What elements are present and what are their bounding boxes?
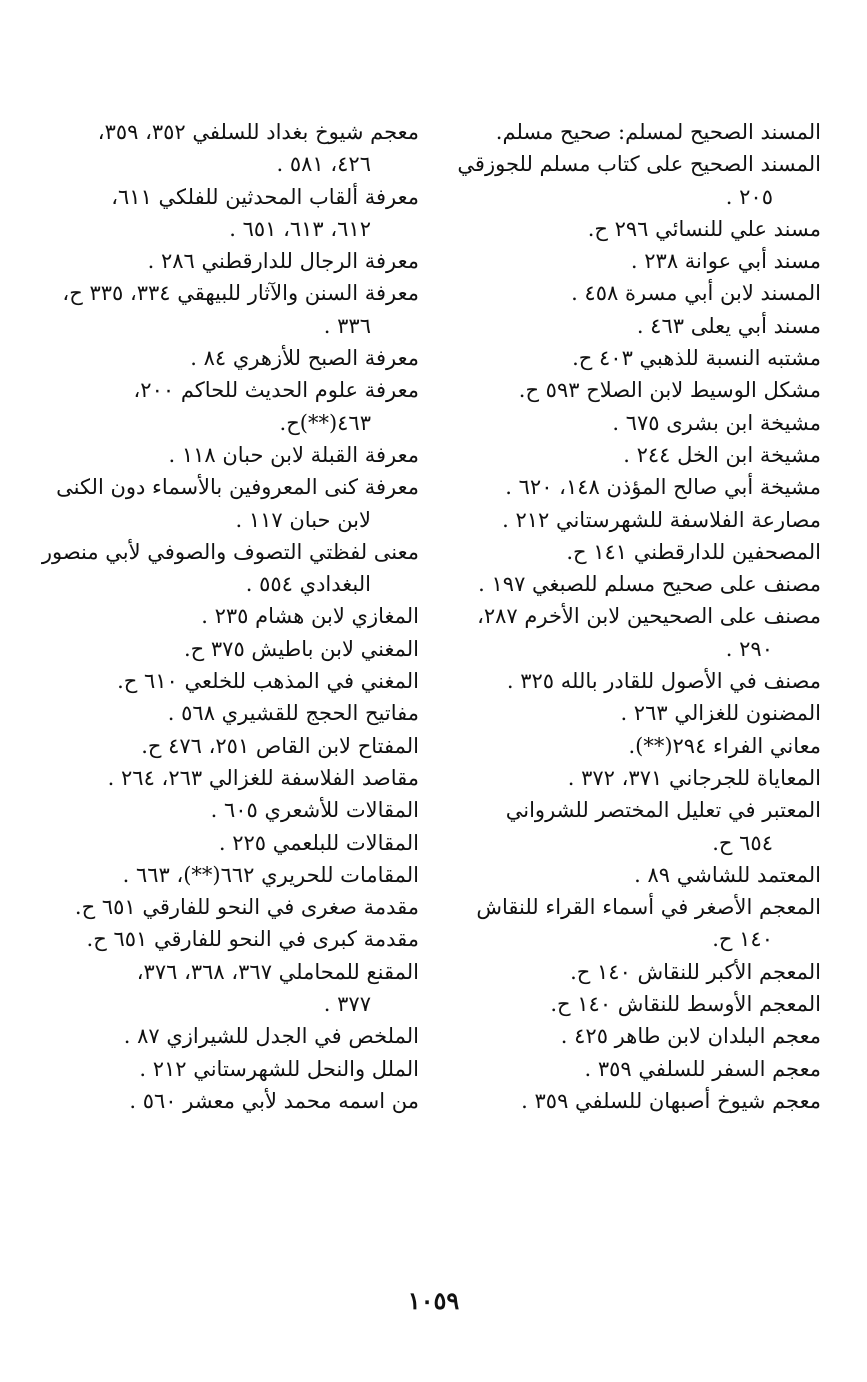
index-entry xyxy=(41,956,419,1021)
entry-text: مفاتيح الحجج للقشيري ٥٦٨ . xyxy=(167,701,419,726)
index-entry xyxy=(41,859,419,891)
index-entry xyxy=(443,600,821,665)
page-number: ١٠٥٩ xyxy=(407,1286,460,1315)
entry-text: معرفة القبلة لابن حبان ١١٨ . xyxy=(168,442,419,467)
index-column-left xyxy=(41,116,419,1117)
entry-text: مقدمة صغرى في النحو للفارقي ٦٥١ ح. xyxy=(74,895,419,920)
index-entry xyxy=(41,697,419,729)
entry-text: المعجم الأوسط للنقاش ١٤٠ ح. xyxy=(550,992,821,1017)
entry-text: مشتبه النسبة للذهبي ٤٠٣ ح. xyxy=(572,346,821,371)
entry-text: المعتبر في تعليل المختصر للشرواني xyxy=(505,798,821,823)
index-entry xyxy=(41,277,419,342)
index-entry xyxy=(41,730,419,762)
entry-continuation: لابن حبان ١١٧ . xyxy=(235,507,371,532)
index-entry xyxy=(41,374,419,439)
entry-text: المغني لابن باطيش ٣٧٥ ح. xyxy=(184,636,419,661)
entry-text: معرفة علوم الحديث للحاكم ٢٠٠، xyxy=(133,378,419,403)
entry-text: مشيخة ابن الخل ٢٤٤ . xyxy=(623,442,821,467)
index-entry xyxy=(443,988,821,1020)
index-entry xyxy=(443,1020,821,1052)
index-entry xyxy=(41,116,419,181)
entry-continuation: ٦٥٤ ح. xyxy=(712,830,773,855)
index-entry xyxy=(41,891,419,923)
entry-continuation: ٢٠٥ . xyxy=(725,184,773,209)
index-entry xyxy=(443,342,821,374)
index-entry xyxy=(41,762,419,794)
index-entry xyxy=(443,148,821,213)
entry-text: مصنف على الصحيحين لابن الأخرم ٢٨٧، xyxy=(477,604,821,629)
index-entry xyxy=(41,1053,419,1085)
entry-text: المفتاح لابن القاص ٢٥١، ٤٧٦ ح. xyxy=(141,733,419,758)
entry-continuation: البغدادي ٥٥٤ . xyxy=(245,572,371,597)
index-entry xyxy=(443,568,821,600)
entry-text: المصحفين للدارقطني ١٤١ ح. xyxy=(566,539,821,564)
entry-text: مصنف في الأصول للقادر بالله ٣٢٥ . xyxy=(506,669,821,694)
index-entry xyxy=(443,1053,821,1085)
entry-text: معجم شيوخ أصبهان للسلفي ٣٥٩ . xyxy=(521,1088,821,1113)
index-entry xyxy=(443,374,821,406)
index-entry xyxy=(41,245,419,277)
entry-continuation: ١٤٠ ح. xyxy=(712,927,773,952)
entry-text: من اسمه محمد لأبي معشر ٥٦٠ . xyxy=(129,1088,419,1113)
entry-text: مقاصد الفلاسفة للغزالي ٢٦٣، ٢٦٤ . xyxy=(107,765,419,790)
entry-text: المسند الصحيح على كتاب مسلم للجوزقي xyxy=(457,152,821,177)
entry-text: مشيخة أبي صالح المؤذن ١٤٨، ٦٢٠ . xyxy=(505,475,821,500)
index-entry xyxy=(443,471,821,503)
entry-text: الملل والنحل للشهرستاني ٢١٢ . xyxy=(139,1056,419,1081)
entry-text: معرفة الصبح للأزهري ٨٤ . xyxy=(190,346,419,371)
entry-text: معجم السفر للسلفي ٣٥٩ . xyxy=(584,1056,821,1081)
index-entry xyxy=(41,665,419,697)
entry-text: المقالات للأشعري ٦٠٥ . xyxy=(210,798,419,823)
entry-text: المعاياة للجرجاني ٣٧١، ٣٧٢ . xyxy=(567,765,821,790)
index-entry xyxy=(41,923,419,955)
index-entry xyxy=(443,277,821,309)
entry-continuation: ٣٣٦ . xyxy=(323,313,371,338)
entry-text: مسند أبي يعلى ٤٦٣ . xyxy=(636,313,821,338)
index-entry xyxy=(41,1020,419,1052)
entry-continuation: ٤٦٣(**)ح. xyxy=(279,410,371,435)
index-entry xyxy=(443,245,821,277)
entry-text: المقالات للبلعمي ٢٢٥ . xyxy=(218,830,419,855)
index-entry xyxy=(41,342,419,374)
index-entry xyxy=(443,859,821,891)
index-entry xyxy=(443,762,821,794)
entry-text: معرفة كنى المعروفين بالأسماء دون الكنى xyxy=(56,475,419,500)
entry-text: المسند الصحيح لمسلم: صحيح مسلم. xyxy=(495,120,821,144)
index-entry xyxy=(443,213,821,245)
entry-text: مشيخة ابن بشرى ٦٧٥ . xyxy=(612,410,821,435)
index-entry xyxy=(443,697,821,729)
entry-text: معنى لفظتي التصوف والصوفي لأبي منصور xyxy=(41,539,419,564)
index-entry xyxy=(443,439,821,471)
index-entry xyxy=(443,891,821,956)
entry-text: مسند علي للنسائي ٢٩٦ ح. xyxy=(587,216,821,241)
index-entry xyxy=(443,1085,821,1117)
entry-text: المعتمد للشاشي ٨٩ . xyxy=(634,862,821,887)
entry-text: المقنع للمحاملي ٣٦٧، ٣٦٨، ٣٧٦، xyxy=(136,959,419,984)
index-entry xyxy=(443,310,821,342)
index-entry xyxy=(443,504,821,536)
index-entry xyxy=(41,794,419,826)
index-entry xyxy=(41,181,419,246)
entry-continuation: ٢٩٠ . xyxy=(725,636,773,661)
entry-text: مصنف على صحيح مسلم للصبغي ١٩٧ . xyxy=(478,572,821,597)
entry-continuation: ٦١٢، ٦١٣، ٦٥١ . xyxy=(229,216,371,241)
index-entry xyxy=(41,1085,419,1117)
index-entry xyxy=(41,633,419,665)
entry-text: معجم البلدان لابن طاهر ٤٢٥ . xyxy=(560,1024,821,1049)
index-column-right xyxy=(443,116,821,1117)
entry-text: مشكل الوسيط لابن الصلاح ٥٩٣ ح. xyxy=(518,378,821,403)
index-entry xyxy=(41,827,419,859)
entry-text: المغني في المذهب للخلعي ٦١٠ ح. xyxy=(117,669,419,694)
index-entry xyxy=(443,730,821,762)
entry-text: معاني الفراء ٢٩٤(**). xyxy=(628,733,821,758)
entry-continuation: ٣٧٧ . xyxy=(323,992,371,1017)
entry-text: الملخص في الجدل للشيرازي ٨٧ . xyxy=(123,1024,419,1049)
entry-text: المعجم الأصغر في أسماء القراء للنقاش xyxy=(476,895,821,920)
index-entry xyxy=(41,600,419,632)
index-entry xyxy=(443,794,821,859)
entry-text: مسند أبي عوانة ٢٣٨ . xyxy=(630,249,821,274)
index-entry xyxy=(41,471,419,536)
index-entry xyxy=(41,536,419,601)
entry-text: معرفة الرجال للدارقطني ٢٨٦ . xyxy=(147,249,419,274)
index-entry xyxy=(443,665,821,697)
index-entry xyxy=(443,956,821,988)
index-entry xyxy=(41,439,419,471)
entry-text: مقدمة كبرى في النحو للفارقي ٦٥١ ح. xyxy=(86,927,419,952)
entry-text: المسند لابن أبي مسرة ٤٥٨ . xyxy=(571,281,821,306)
entry-text: معجم شيوخ بغداد للسلفي ٣٥٢، ٣٥٩، xyxy=(97,120,419,144)
entry-text: المعجم الأكبر للنقاش ١٤٠ ح. xyxy=(570,959,821,984)
index-entry xyxy=(443,407,821,439)
entry-text: مصارعة الفلاسفة للشهرستاني ٢١٢ . xyxy=(502,507,821,532)
entry-text: معرفة السنن والآثار للبيهقي ٣٣٤، ٣٣٥ ح، xyxy=(62,281,419,306)
entry-text: معرفة ألقاب المحدثين للفلكي ٦١١، xyxy=(111,184,419,209)
entry-text: المغازي لابن هشام ٢٣٥ . xyxy=(201,604,419,629)
index-entry xyxy=(443,116,821,148)
entry-continuation: ٤٢٦، ٥٨١ . xyxy=(276,152,371,177)
entry-text: المضنون للغزالي ٢٦٣ . xyxy=(620,701,821,726)
index-entry xyxy=(443,536,821,568)
entry-text: المقامات للحريري ٦٦٢(**)، ٦٦٣ . xyxy=(122,862,419,887)
